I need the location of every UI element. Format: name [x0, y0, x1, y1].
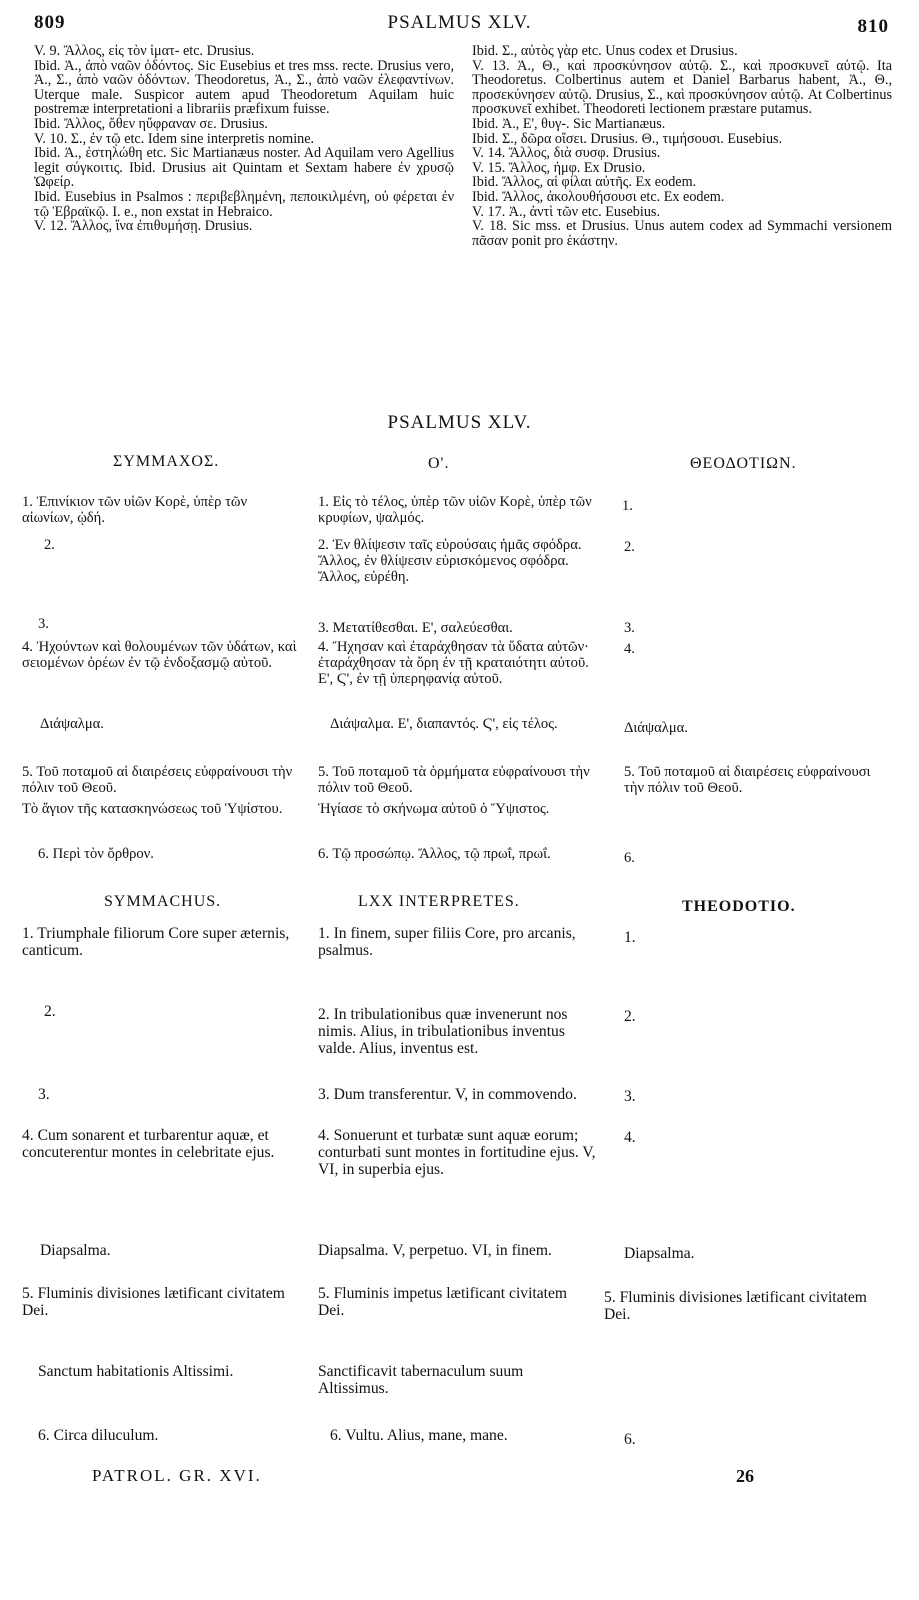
latin-symmachus-verse-4: 4. Cum sonarent et turbarentur aquæ, et concuterentur montes in celebritate ejus.	[22, 1127, 275, 1162]
greek-symmachus-verse-5b: Τὸ ἅγιον τῆς κατασκηνώσεως τοῦ Ὑψίστου.	[22, 801, 283, 817]
note: V. 15. Ἄλλος, ἠμφ. Ex Drusio.	[472, 159, 646, 176]
latin-theodotion-verse-2: 2.	[624, 1008, 636, 1025]
greek-lxx-verse-6: 6. Τῷ προσώπῳ. Ἄλλος, τῷ πρωΐ, πρωΐ.	[318, 846, 551, 862]
greek-theodotion-verse-1: 1.	[622, 498, 633, 514]
latin-theodotion-verse-1: 1.	[624, 929, 636, 946]
greek-theodotion-verse-4: 4.	[624, 641, 635, 657]
latin-symmachus-verse-6: 6. Circa diluculum.	[38, 1427, 159, 1444]
note: Ibid. Ἄλλος, ἀκολουθήσουσι etc. Ex eodem.	[472, 188, 725, 205]
header-symmachus-greek: ΣΥΜΜΑΧΟΣ.	[113, 453, 220, 470]
greek-lxx-verse-1: 1. Εἰς τὸ τέλος, ὑπὲρ τῶν υἱῶν Κορὲ, ὑπὲρ τῶν κρυφίων, ψαλμός.	[318, 494, 592, 527]
header-theodotion-greek: ΘΕΟΔΟΤΙΩΝ.	[690, 455, 797, 472]
latin-symmachus-verse-5: 5. Fluminis divisiones lætificant civitatem Dei.	[22, 1285, 285, 1320]
note: Ibid. Ἀ., ἀπὸ ναῶν ὀδόντος. Sic Eusebius et tres mss. recte. Drusius vero, Ἀ., Σ., ἀπὸ ναῶν ὀδόντων. Theodoretus, Ἀ., Σ., ἀπὸ ναῶν ἐλεφαντίνων. Uterque male. Suspicor autem apud Theodoretum Aquilam huic postremæ interpretationi a librariis præfixum fuisse.	[34, 57, 454, 118]
note: V. 9. Ἄλλος, εἰς τὸν ἱματ- etc. Drusius.	[34, 43, 255, 59]
greek-lxx-verse-3: 3. Μετατίθεσθαι. Ε', σαλεύεσθαι.	[318, 620, 513, 636]
greek-theodotion-verse-6: 6.	[624, 850, 635, 866]
latin-symmachus-verse-3: 3.	[38, 1086, 50, 1103]
greek-theodotion-verse-3: 3.	[624, 620, 635, 636]
gathering-number: 26	[736, 1466, 754, 1486]
greek-symmachus-verse-4: 4. Ἠχούντων καὶ θολουμένων τῶν ὑδάτων, καὶ σειομένων ὀρέων ἐν τῷ ἐνδοξασμῷ αὐτοῦ.	[22, 639, 297, 672]
latin-theodotion-verse-4: 4.	[624, 1129, 636, 1146]
latin-lxx-diapsalma: Diapsalma. V, perpetuo. VI, in finem.	[318, 1242, 552, 1259]
running-head	[30, 12, 889, 36]
note: V. 18. Sic mss. et Drusius. Unus autem codex ad Symmachi versionem πᾶσαν ponit pro ἑκάστην.	[472, 218, 892, 249]
header-symmachus-latin: SYMMACHUS.	[104, 893, 222, 910]
critical-notes	[34, 43, 892, 384]
note: V. 10. Σ., ἐν τῷ etc. Idem sine interpretis nomine.	[34, 130, 315, 147]
latin-lxx-verse-3: 3. Dum transferentur. V, in commovendo.	[318, 1086, 577, 1103]
note: Ibid. Σ., αὐτὸς γὰρ etc. Unus codex et Drusius.	[472, 43, 738, 59]
greek-lxx-verse-2: 2. Ἐν θλίψεσιν ταῖς εὑρούσαις ἡμᾶς σφόδρα. Ἄλλος, ἐν θλίψεσιν εὑρισκόμενος σφόδρα. Ἄλλος, εὑρέθη.	[318, 537, 582, 586]
latin-theodotion-diapsalma: Diapsalma.	[624, 1245, 695, 1262]
greek-symmachus-verse-5: 5. Τοῦ ποταμοῦ αἱ διαιρέσεις εὐφραίνουσι τὴν πόλιν τοῦ Θεοῦ.	[22, 764, 293, 797]
greek-lxx-verse-5: 5. Τοῦ ποταμοῦ τὰ ὁρμήματα εὐφραίνουσι τὴν πόλιν τοῦ Θεοῦ.	[318, 764, 590, 797]
latin-symmachus-verse-1: 1. Triumphale filiorum Core super æternis, canticum.	[22, 925, 290, 960]
greek-theodotion-verse-2: 2.	[624, 539, 635, 555]
latin-lxx-verse-2: 2. In tribulationibus quæ invenerunt nos nimis. Alius, in tribulationibus inventus valde. Alius, inventus est.	[318, 1006, 568, 1058]
latin-lxx-verse-5b: Sanctificavit tabernaculum suum Altissimus.	[318, 1363, 524, 1398]
greek-lxx-verse-5b: Ἡγίασε τὸ σκήνωμα αὐτοῦ ὁ Ὕψιστος.	[318, 801, 550, 817]
greek-theodotion-verse-5: 5. Τοῦ ποταμοῦ αἱ διαιρέσεις εὐφραίνουσι τὴν πόλιν τοῦ Θεοῦ.	[624, 764, 871, 797]
note: Ibid. Σ., δῶρα οἴσει. Drusius. Θ., τιμήσουσι. Eusebius.	[472, 130, 783, 147]
note: Ibid. Ἀ., ἐστηλώθη etc. Sic Martianæus noster. Ad Aquilam vero Agellius legit σύγκοιτις. Ibid. Drusius ait Quintam et Sextam habere ἐν χρυσῷ Ὠφείρ.	[34, 145, 454, 191]
greek-lxx-verse-4: 4. Ἤχησαν καὶ ἐταράχθησαν τὰ ὕδατα αὐτῶν· ἐταράχθησαν τὰ ὄρη ἐν τῇ κραταιότητι αὐτοῦ. Ε', Ϛ', ἐν τῇ ὑπερηφανίᾳ αὐτοῦ.	[318, 639, 590, 688]
greek-symmachus-verse-2: 2.	[44, 537, 55, 553]
greek-lxx-diapsalma: Διάψαλμα. Ε', διαπαντός. Ϛ', εἰς τέλος.	[330, 716, 558, 732]
note: Ibid. Ἄλλος, αἱ φίλαι αὐτῆς. Ex eodem.	[472, 174, 697, 191]
latin-lxx-verse-5: 5. Fluminis impetus lætificant civitatem Dei.	[318, 1285, 568, 1320]
greek-symmachus-verse-3: 3.	[38, 616, 49, 632]
signature-mark: PATROL. GR. XVI.	[92, 1466, 262, 1485]
greek-symmachus-verse-6: 6. Περὶ τὸν ὄρθρον.	[38, 846, 154, 862]
latin-lxx-verse-6: 6. Vultu. Alius, mane, mane.	[330, 1427, 508, 1444]
header-lxx-greek: Ο'.	[428, 455, 450, 472]
greek-symmachus-diapsalma: Διάψαλμα.	[40, 716, 104, 732]
latin-symmachus-verse-5b: Sanctum habitationis Altissimi.	[38, 1363, 234, 1380]
latin-lxx-verse-4: 4. Sonuerunt et turbatæ sunt aquæ eorum; conturbati sunt montes in fortitudine ejus. V, VI, in superbia ejus.	[318, 1127, 596, 1179]
greek-theodotion-diapsalma: Διάψαλμα.	[624, 720, 688, 736]
header-lxx-latin: LXX INTERPRETES.	[358, 893, 520, 910]
latin-symmachus-verse-2: 2.	[44, 1003, 56, 1020]
note: Ibid. Eusebius in Psalmos : περιβεβλημένη, πεποικιλμένη, οὐ φέρεται ἐν τῷ Ἑβραϊκῷ. I. e., non exstat in Hebraico.	[34, 188, 454, 220]
header-theodotion-latin: THEODOTIO.	[682, 898, 796, 915]
notes-left-column	[34, 44, 454, 234]
note: V. 12. Ἄλλος, ἵνα ἐπιθυμήσῃ. Drusius.	[34, 218, 253, 235]
page-number-left: 809	[34, 12, 66, 33]
page-number-right: 810	[857, 16, 889, 37]
note: V. 14. Ἄλλος, διὰ συσφ. Drusius.	[472, 145, 661, 162]
note: Ibid. Ἀ., Ε', θυγ-. Sic Martianæus.	[472, 115, 666, 132]
page-footer	[0, 1466, 919, 1496]
latin-lxx-verse-1: 1. In finem, super filiis Core, pro arcanis, psalmus.	[318, 925, 576, 960]
note: V. 17. Ἀ., ἀντὶ τῶν etc. Eusebius.	[472, 203, 660, 220]
latin-theodotion-verse-3: 3.	[624, 1088, 636, 1105]
note: Ibid. Ἄλλος, ὅθεν ηὔφραναν σε. Drusius.	[34, 115, 268, 132]
note: V. 13. Ἀ., Θ., καὶ προσκύνησον αὐτῷ. Σ., καὶ προσκυνεῖ αὐτῷ. Ita Theodoretus. Colbertinus autem et Daniel Barbarus habent, Ἀ., Θ., προσεκύνησεν αὐτῷ. Drusius, Σ., καὶ προσκύνησον αὐτῷ. At Colbertinus προσκυνεῖ exhibet. Theodoreti lectionem præstare putamus.	[472, 57, 892, 118]
latin-symmachus-diapsalma: Diapsalma.	[40, 1242, 111, 1259]
latin-theodotion-verse-5: 5. Fluminis divisiones lætificant civitatem Dei.	[604, 1289, 867, 1324]
greek-symmachus-verse-1: 1. Ἐπινίκιον τῶν υἱῶν Κορὲ, ὑπὲρ τῶν αἰωνίων, ᾠδή.	[22, 494, 248, 527]
latin-theodotion-verse-6: 6.	[624, 1431, 636, 1448]
notes-right-column	[472, 44, 892, 248]
psalm-title: PSALMUS XLV.	[387, 412, 532, 433]
running-title: PSALMUS XLV.	[387, 12, 532, 33]
